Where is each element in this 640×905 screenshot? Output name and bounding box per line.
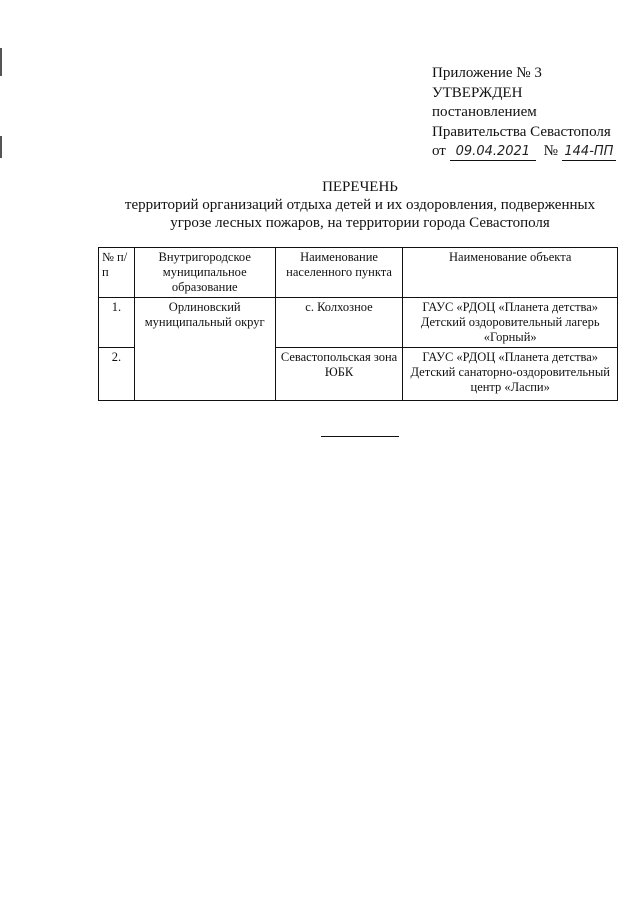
approval-stamp-block [432,64,616,162]
row-settlement: с. Колхозное [275,298,403,348]
table-header-row [99,248,618,298]
table-row [99,298,618,348]
row-settlement: Севастопольская зона ЮБК [275,348,403,401]
header-object: Наименование объекта [403,248,618,298]
object-name-line: Детский санаторно-оздоровительный [410,365,610,379]
title-heading: ПЕРЕЧЕНЬ [322,179,398,195]
row-municipality: Орлиновский муниципальный округ [134,298,275,401]
number-label: № [543,143,558,159]
handwritten-number: 144-ПП [562,144,616,161]
government-label: Правительства Севастополя [432,123,611,140]
appendix-label: Приложение № 3 [432,65,542,81]
scan-edge-mark [0,48,2,76]
document-end-divider [321,436,399,437]
row-num: 2. [99,348,135,401]
row-num: 1. [99,298,135,348]
scan-edge-mark [0,136,2,158]
object-name-line: центр «Ласпи» [470,380,550,394]
title-line-2: угрозе лесных пожаров, на территории города Севастополя [170,215,550,231]
title-line-1: территорий организаций отдыха детей и их оздоровления, подверженных [124,197,596,213]
territories-table [98,247,618,401]
document-title [100,178,620,232]
header-municipality: Внутригородское муниципальное образование [134,248,275,298]
date-number-row [432,142,616,162]
header-num: № п/п [99,248,135,298]
object-name-line: ГАУС «РДОЦ «Планета детства» [422,350,599,364]
handwritten-date: 09.04.2021 [450,144,536,161]
object-name-line: Детский оздоровительный лагерь [420,315,600,329]
object-name-line: «Горный» [483,330,537,344]
approved-label: УТВЕРЖДЕН [432,84,523,101]
row-object [403,348,618,401]
resolution-label: постановлением [432,104,537,120]
from-label: от [432,143,446,159]
row-object [403,298,618,348]
header-settlement: Наименование населенного пункта [275,248,403,298]
object-name-line: ГАУС «РДОЦ «Планета детства» [422,300,599,314]
